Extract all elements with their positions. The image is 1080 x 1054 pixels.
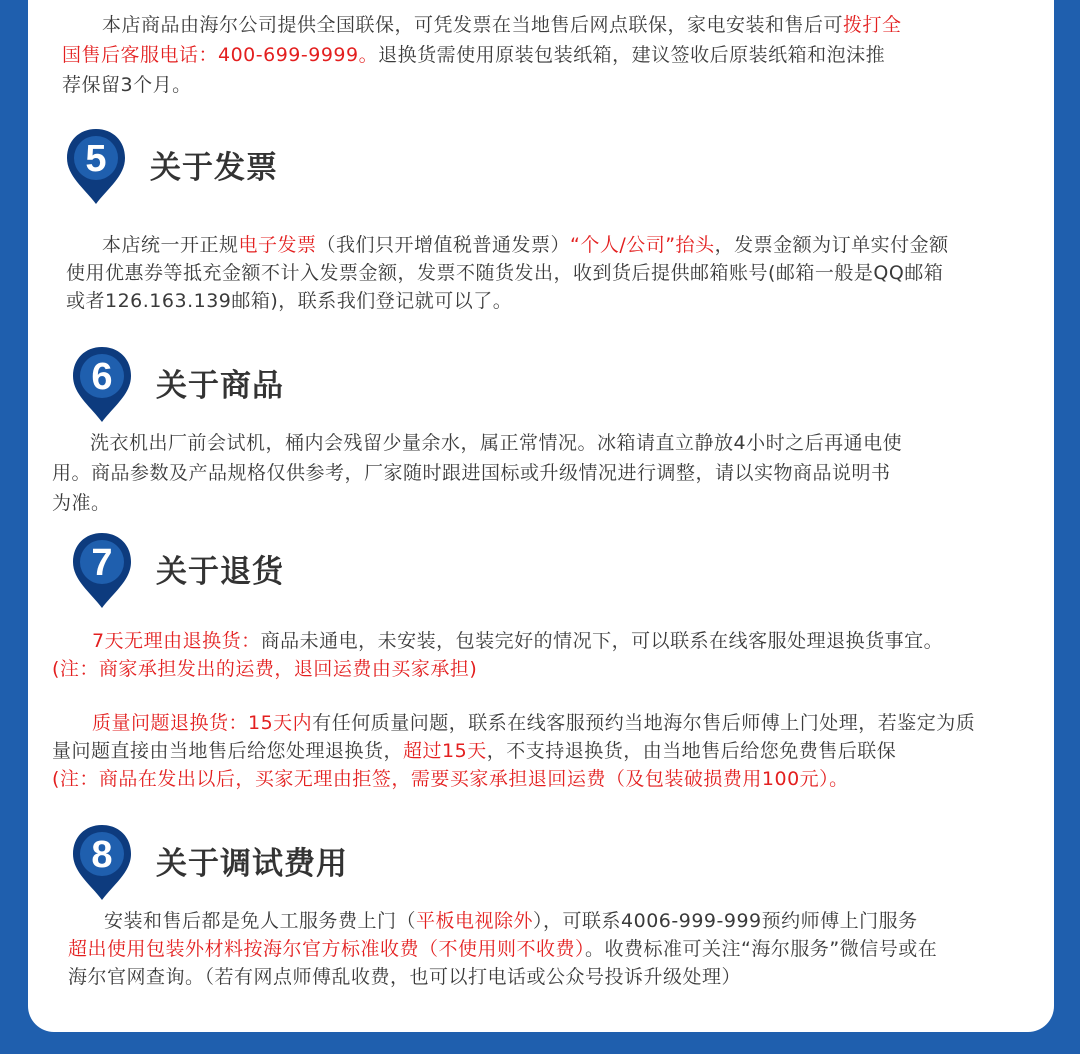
invoice-line-3 [66, 286, 512, 316]
returns-quality-label: 质量问题退换货：15天内 [92, 712, 313, 734]
warranty-hotline-highlight: 拨打全 [843, 14, 902, 36]
returns-text: 量问题直接由当地售后给您处理退换货， [52, 740, 404, 762]
section-title: 关于发票 [150, 150, 278, 186]
warranty-line-2 [62, 40, 885, 70]
debugging-text: ），可联系4006-999-999预约师傅上门服务 [533, 910, 918, 932]
section-title: 关于商品 [156, 368, 284, 404]
returns-quality-note [52, 764, 849, 794]
section-number: 7 [91, 542, 113, 584]
debugging-text: 。收费标准可关注“海尔服务”微信号或在 [585, 938, 938, 960]
invoice-header-highlight: “个人/公司”抬头 [570, 234, 715, 256]
returns-text: 有任何质量问题，联系在线客服预约当地海尔售后师傅上门处理，若鉴定为质 [312, 712, 976, 734]
section-number: 5 [85, 138, 107, 180]
debugging-fee-highlight: 超出使用包装外材料按海尔官方标准收费（不使用则不收费） [68, 938, 586, 960]
number-pin-icon [70, 822, 134, 902]
warranty-text: 本店商品由海尔公司提供全国联保，可凭发票在当地售后网点联保，家电安装和售后可 [102, 14, 844, 36]
invoice-line-2 [66, 258, 943, 288]
invoice-electronic-highlight: 电子发票 [238, 234, 317, 256]
returns-quality-line-1 [92, 708, 975, 738]
number-pin-icon [70, 530, 134, 610]
product-text: 为准。 [52, 492, 111, 514]
product-text: 用。商品参数及产品规格仅供参考，厂家随时跟进国标或升级情况进行调整，请以实物商品说明书 [52, 462, 891, 484]
invoice-text: 或者126.163.139邮箱)，联系我们登记就可以了。 [66, 290, 513, 312]
warranty-line-3 [62, 70, 192, 100]
returns-overdue-highlight: 超过15天 [403, 740, 487, 762]
section-product [70, 344, 570, 428]
returns-quality-line-2 [52, 736, 896, 766]
invoice-text: （我们只开增值税普通发票） [316, 234, 571, 256]
warranty-line-1 [102, 10, 902, 40]
debugging-tv-highlight: 平板电视除外 [416, 910, 534, 932]
product-line-1 [90, 428, 902, 458]
invoice-text: 使用优惠券等抵充金额不计入发票金额，发票不随货发出，收到货后提供邮箱账号(邮箱一般是QQ邮箱 [66, 262, 944, 284]
section-invoice [64, 126, 564, 210]
section-debugging [70, 822, 570, 906]
debugging-line-3 [68, 962, 741, 992]
returns-7day-note [52, 654, 477, 684]
returns-note: (注：商品在发出以后，买家无理由拒签，需要买家承担退回运费（及包装破损费用100元）。 [52, 768, 849, 790]
debugging-line-2 [68, 934, 937, 964]
section-number: 6 [91, 356, 113, 398]
section-title: 关于调试费用 [156, 846, 348, 882]
product-line-3 [52, 488, 111, 518]
returns-note: (注：商家承担发出的运费，退回运费由买家承担) [52, 658, 478, 680]
product-text: 洗衣机出厂前会试机，桶内会残留少量余水，属正常情况。冰箱请直立静放4小时之后再通电使 [90, 432, 903, 454]
returns-text: 商品未通电，未安装，包装完好的情况下，可以联系在线客服处理退换货事宜。 [260, 630, 944, 652]
section-returns [70, 530, 570, 614]
warranty-hotline-number: 国售后客服电话：400-699-9999。 [62, 44, 379, 66]
debugging-line-1 [104, 906, 918, 936]
section-title: 关于退货 [156, 554, 284, 590]
warranty-text: 荐保留3个月。 [62, 74, 192, 96]
returns-7day-line [92, 626, 943, 656]
returns-text: ，不支持退换货，由当地售后给您免费售后联保 [486, 740, 897, 762]
debugging-text: 安装和售后都是免人工服务费上门（ [104, 910, 417, 932]
debugging-text: 海尔官网查询。（若有网点师傅乱收费，也可以打电话或公众号投诉升级处理） [68, 966, 742, 988]
invoice-text: 本店统一开正规 [102, 234, 239, 256]
invoice-text: ，发票金额为订单实付金额 [714, 234, 949, 256]
number-pin-icon [64, 126, 128, 206]
invoice-line-1 [102, 230, 949, 260]
warranty-text: 退换货需使用原装包装纸箱，建议签收后原装纸箱和泡沫推 [378, 44, 886, 66]
section-number: 8 [91, 834, 113, 876]
returns-7day-label: 7天无理由退换货： [92, 630, 261, 652]
number-pin-icon [70, 344, 134, 424]
product-line-2 [52, 458, 891, 488]
